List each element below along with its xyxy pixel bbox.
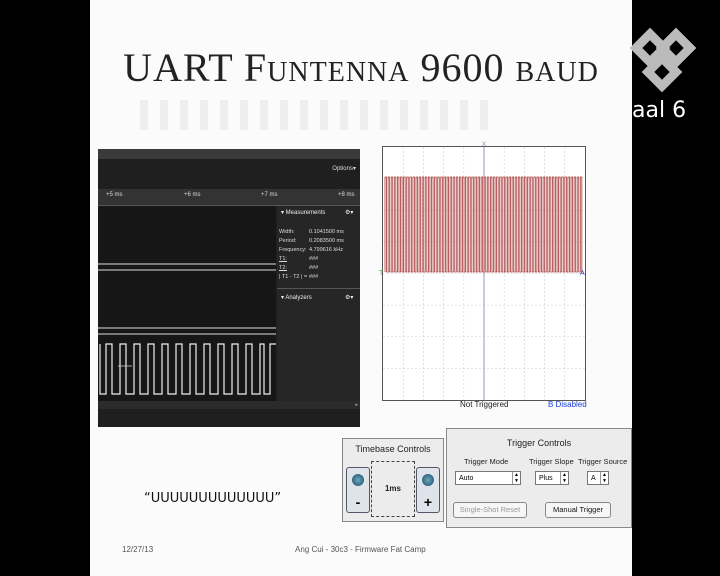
- single-shot-reset-button[interactable]: Single-Shot Reset: [453, 502, 527, 518]
- time-tick: +5 ms: [106, 192, 123, 198]
- timebase-value: 1ms: [384, 484, 401, 493]
- measurement-row: T2: ###: [279, 265, 319, 271]
- faded-subtitle-ghost: [140, 100, 500, 130]
- measurement-row: Width: 0.1041500 ms: [279, 229, 344, 235]
- measurement-row: | T1 - T2 | = ###: [279, 274, 319, 280]
- measurement-row: Period: 0.2083500 ms: [279, 238, 344, 244]
- decoded-text: “UUUUUUUUUUUUU”: [144, 491, 282, 506]
- knob-icon: [352, 474, 364, 486]
- stepper-icon[interactable]: ▲ ▼: [560, 472, 568, 484]
- trigger-title: Trigger Controls: [506, 438, 572, 448]
- channel-label: aal 6: [632, 98, 687, 123]
- trigger-source-label: Trigger Source: [578, 457, 628, 466]
- timebase-increase-button[interactable]: +: [416, 467, 440, 513]
- digital-waveform: [98, 206, 276, 401]
- trigger-level-marker: T: [379, 270, 384, 277]
- stepper-icon[interactable]: ▲ ▼: [600, 472, 608, 484]
- gear-icon[interactable]: ⚙▾: [345, 295, 354, 301]
- time-ruler: [98, 189, 360, 206]
- slide-title: UART Funtenna 9600 baud: [123, 45, 599, 90]
- timebase-controls: [342, 438, 444, 522]
- conference-logo-icon: [628, 28, 698, 92]
- analyzers-header[interactable]: ▾ Analyzers: [281, 295, 312, 301]
- analyzer-top-bar: [98, 149, 360, 159]
- trigger-slope-label: Trigger Slope: [529, 457, 574, 466]
- trigger-status: Not Triggered: [460, 400, 509, 409]
- measurements-header[interactable]: ▾ Measurements: [281, 210, 326, 216]
- time-tick: +8 ms: [338, 192, 355, 198]
- trigger-slope-select[interactable]: Plus ▲ ▼: [535, 471, 569, 485]
- measurement-row: Frequency: 4.799616 kHz: [279, 247, 343, 253]
- manual-trigger-button[interactable]: Manual Trigger: [545, 502, 611, 518]
- scope-graph: [379, 142, 585, 400]
- time-tick: +7 ms: [261, 192, 278, 198]
- trigger-mode-select[interactable]: Auto ▲ ▼: [455, 471, 521, 485]
- timebase-value-box: [371, 461, 415, 517]
- trigger-position-marker: X: [482, 142, 487, 148]
- timebase-decrease-button[interactable]: -: [346, 467, 370, 513]
- stepper-icon[interactable]: ▲ ▼: [512, 472, 520, 484]
- gear-icon[interactable]: ⚙▾: [345, 210, 354, 216]
- measurements-panel: [277, 206, 360, 401]
- trigger-controls: [446, 428, 632, 528]
- trigger-mode-label: Trigger Mode: [464, 457, 509, 466]
- logic-analyzer-window: [98, 149, 360, 427]
- measurement-row: T1: ###: [279, 256, 319, 262]
- panel-divider: [277, 288, 360, 289]
- footer-credit: Ang Cui - 30c3 - Firmware Fat Camp: [295, 545, 426, 554]
- horizontal-scrollbar[interactable]: [98, 401, 360, 409]
- timebase-title: Timebase Controls: [355, 444, 431, 454]
- knob-icon: [422, 474, 434, 486]
- channel-b-status: B Disabled: [548, 400, 587, 409]
- scope-waveform: [385, 177, 583, 272]
- scroll-right-icon[interactable]: ▸: [355, 402, 358, 408]
- channel-a-marker: A: [580, 270, 585, 277]
- footer-date: 12/27/13: [122, 545, 154, 554]
- options-menu[interactable]: Options▾: [332, 166, 356, 172]
- time-tick: +6 ms: [184, 192, 201, 198]
- trigger-source-select[interactable]: A ▲ ▼: [587, 471, 609, 485]
- oscilloscope-display: [379, 142, 586, 401]
